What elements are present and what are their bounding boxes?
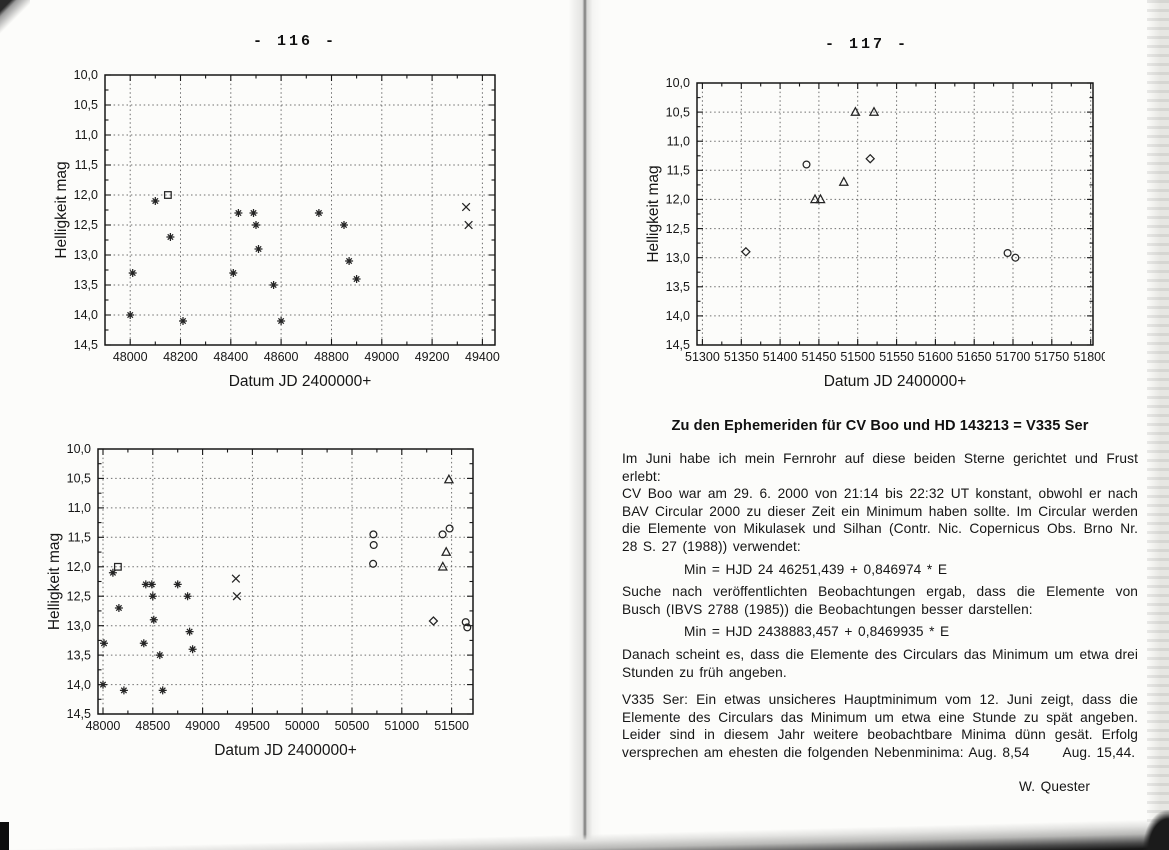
paragraph-cvboo: CV Boo war am 29. 6. 2000 von 21:14 bis 22:32 UT konstant, obwohl er nach BAV Circular 2000 zu dieser Zeit ein Minimum haben sollte. Im Circular werden die Elemente von Mikulasek und Silhan (Contr. Nic. Copernicus Obs. Brno Nr. 28 S. 27 (1988)) verwendet: <box>622 486 1138 554</box>
svg-text:50500: 50500 <box>334 719 370 733</box>
axis-ticks <box>697 83 1093 345</box>
svg-text:51300: 51300 <box>685 350 720 364</box>
svg-text:48000: 48000 <box>85 719 121 733</box>
svg-text:51600: 51600 <box>918 350 953 364</box>
svg-text:11,0: 11,0 <box>67 501 91 516</box>
y-axis-tick-labels <box>74 68 98 352</box>
y-axis-label: Helligkeit mag <box>46 532 63 631</box>
svg-text:51650: 51650 <box>956 350 992 364</box>
paragraph-suche: Suche nach veröffentlichten Beobachtungen ergab, dass die Elemente von Busch (IBVS 2788 (1985)) die Beobachtungen besser darstellen: <box>622 584 1138 617</box>
svg-text:14,5: 14,5 <box>665 338 690 353</box>
svg-text:11,5: 11,5 <box>67 530 91 545</box>
article-text-block <box>622 418 1138 795</box>
y-axis-tick-labels <box>666 76 690 352</box>
svg-text:10,5: 10,5 <box>73 98 98 113</box>
svg-text:13,5: 13,5 <box>665 280 690 294</box>
svg-text:10,5: 10,5 <box>66 471 91 486</box>
svg-text:11,5: 11,5 <box>74 158 98 173</box>
svg-text:12,5: 12,5 <box>66 589 91 604</box>
svg-text:14,0: 14,0 <box>73 308 98 323</box>
svg-text:51000: 51000 <box>384 719 420 733</box>
svg-text:51500: 51500 <box>840 350 876 364</box>
scan-edge-bottom <box>0 816 1169 850</box>
gridlines <box>697 83 1093 345</box>
series-diamond <box>429 617 437 625</box>
x-axis-label: Datum JD 2400000+ <box>214 742 357 759</box>
axis-ticks <box>105 75 495 345</box>
svg-text:14,5: 14,5 <box>66 707 91 722</box>
svg-text:51800: 51800 <box>1073 350 1105 364</box>
svg-text:48600: 48600 <box>263 350 299 364</box>
scan-corner-shadow-bottom-right <box>1143 810 1169 850</box>
svg-text:49500: 49500 <box>235 719 270 733</box>
page-number-right: - 117 - <box>824 36 909 53</box>
ephemeris-formula-1: Min = HJD 24 46251,439 + 0,846974 * E <box>684 561 948 577</box>
series-triangle <box>811 108 878 203</box>
article-title: Zu den Ephemeriden für CV Boo und HD 143213 = V335 Ser <box>671 418 1089 434</box>
svg-text:51400: 51400 <box>762 350 798 364</box>
scan-corner-shadow-top-left <box>0 0 30 34</box>
x-axis-label: Datum JD 2400000+ <box>823 373 967 390</box>
svg-text:51450: 51450 <box>801 350 837 364</box>
svg-text:12,5: 12,5 <box>665 221 690 236</box>
svg-text:10,0: 10,0 <box>665 76 690 91</box>
svg-text:10,5: 10,5 <box>665 105 690 120</box>
svg-text:13,5: 13,5 <box>66 648 91 663</box>
x-axis-label: Datum JD 2400000+ <box>228 373 372 390</box>
svg-text:48500: 48500 <box>135 719 171 733</box>
series-circle <box>803 161 1019 261</box>
svg-text:14,0: 14,0 <box>66 677 91 692</box>
paragraph-v335: V335 Ser: Ein etwas unsicheres Hauptminimum vom 12. Juni zeigt, dass die Elemente des Circulars das Minimum um etwa eine Stunde zu spät angeben. Leider sind in diesem Jahr weitere beobachtbare Minima dünn gesät. Erfolg versprechen am ehesten die folgenden Nebenminima: Aug. 8,54 Aug. 15,44. <box>622 692 1138 760</box>
svg-text:10,0: 10,0 <box>73 68 98 83</box>
plot-frame <box>697 83 1093 345</box>
light-curve-chart-bottom-left <box>46 440 486 765</box>
svg-text:48800: 48800 <box>314 350 349 364</box>
svg-text:49400: 49400 <box>465 350 500 364</box>
svg-text:13,0: 13,0 <box>66 618 91 633</box>
series-star <box>99 569 197 695</box>
paragraph-danach: Danach scheint es, dass die Elemente des Circulars das Minimum um etwa drei Stunden zu früh angeben. <box>622 646 1138 680</box>
series-circle <box>370 525 471 631</box>
svg-text:48000: 48000 <box>112 350 148 364</box>
svg-text:14,0: 14,0 <box>665 309 690 324</box>
svg-text:51700: 51700 <box>995 350 1031 364</box>
y-axis-label: Helligkeit mag <box>645 165 662 263</box>
page-number-left: - 116 - <box>252 33 337 50</box>
series-x <box>232 575 241 600</box>
svg-text:48200: 48200 <box>163 350 198 364</box>
plot-frame <box>105 75 495 345</box>
light-curve-chart-right <box>645 74 1105 396</box>
svg-text:12,0: 12,0 <box>665 192 690 207</box>
ephemeris-formula-2: Min = HJD 2438883,457 + 0,8469935 * E <box>684 624 950 640</box>
svg-text:49000: 49000 <box>364 350 400 364</box>
svg-text:10,0: 10,0 <box>66 442 91 457</box>
scan-corner-block-bottom-left <box>0 822 9 850</box>
svg-text:13,5: 13,5 <box>73 278 98 293</box>
svg-text:13,0: 13,0 <box>73 248 98 263</box>
svg-text:51750: 51750 <box>1034 350 1070 364</box>
svg-text:12,5: 12,5 <box>73 218 98 233</box>
x-axis-tick-labels <box>685 350 1105 364</box>
svg-text:12,0: 12,0 <box>73 188 98 203</box>
svg-text:51550: 51550 <box>879 350 914 364</box>
svg-text:51500: 51500 <box>434 719 469 733</box>
y-axis-tick-labels <box>67 442 91 721</box>
svg-text:51350: 51350 <box>723 350 759 364</box>
svg-text:48400: 48400 <box>213 350 249 364</box>
y-axis-label: Helligkeit mag <box>53 161 70 259</box>
series-star <box>126 197 360 325</box>
svg-text:49200: 49200 <box>414 350 450 364</box>
svg-text:14,5: 14,5 <box>73 338 98 353</box>
series-triangle <box>439 475 453 570</box>
x-axis-tick-labels <box>86 719 469 733</box>
svg-text:11,5: 11,5 <box>666 163 690 178</box>
light-curve-chart-top-left <box>50 66 505 396</box>
x-axis-tick-labels <box>113 350 500 364</box>
svg-text:11,0: 11,0 <box>666 134 690 149</box>
scan-edge-right <box>1147 0 1169 850</box>
svg-text:11,0: 11,0 <box>74 128 98 143</box>
paragraph-intro: Im Juni habe ich mein Fernrohr auf diese beiden Sterne gerichtet und Frust erlebt: <box>622 451 1138 484</box>
svg-text:12,0: 12,0 <box>66 560 91 574</box>
svg-text:50000: 50000 <box>284 719 320 733</box>
page-gutter-shadow <box>568 0 602 850</box>
gridlines <box>105 75 495 345</box>
svg-text:13,0: 13,0 <box>665 250 690 265</box>
svg-text:49000: 49000 <box>185 719 220 733</box>
author-signature: W. Quester <box>1018 778 1090 794</box>
